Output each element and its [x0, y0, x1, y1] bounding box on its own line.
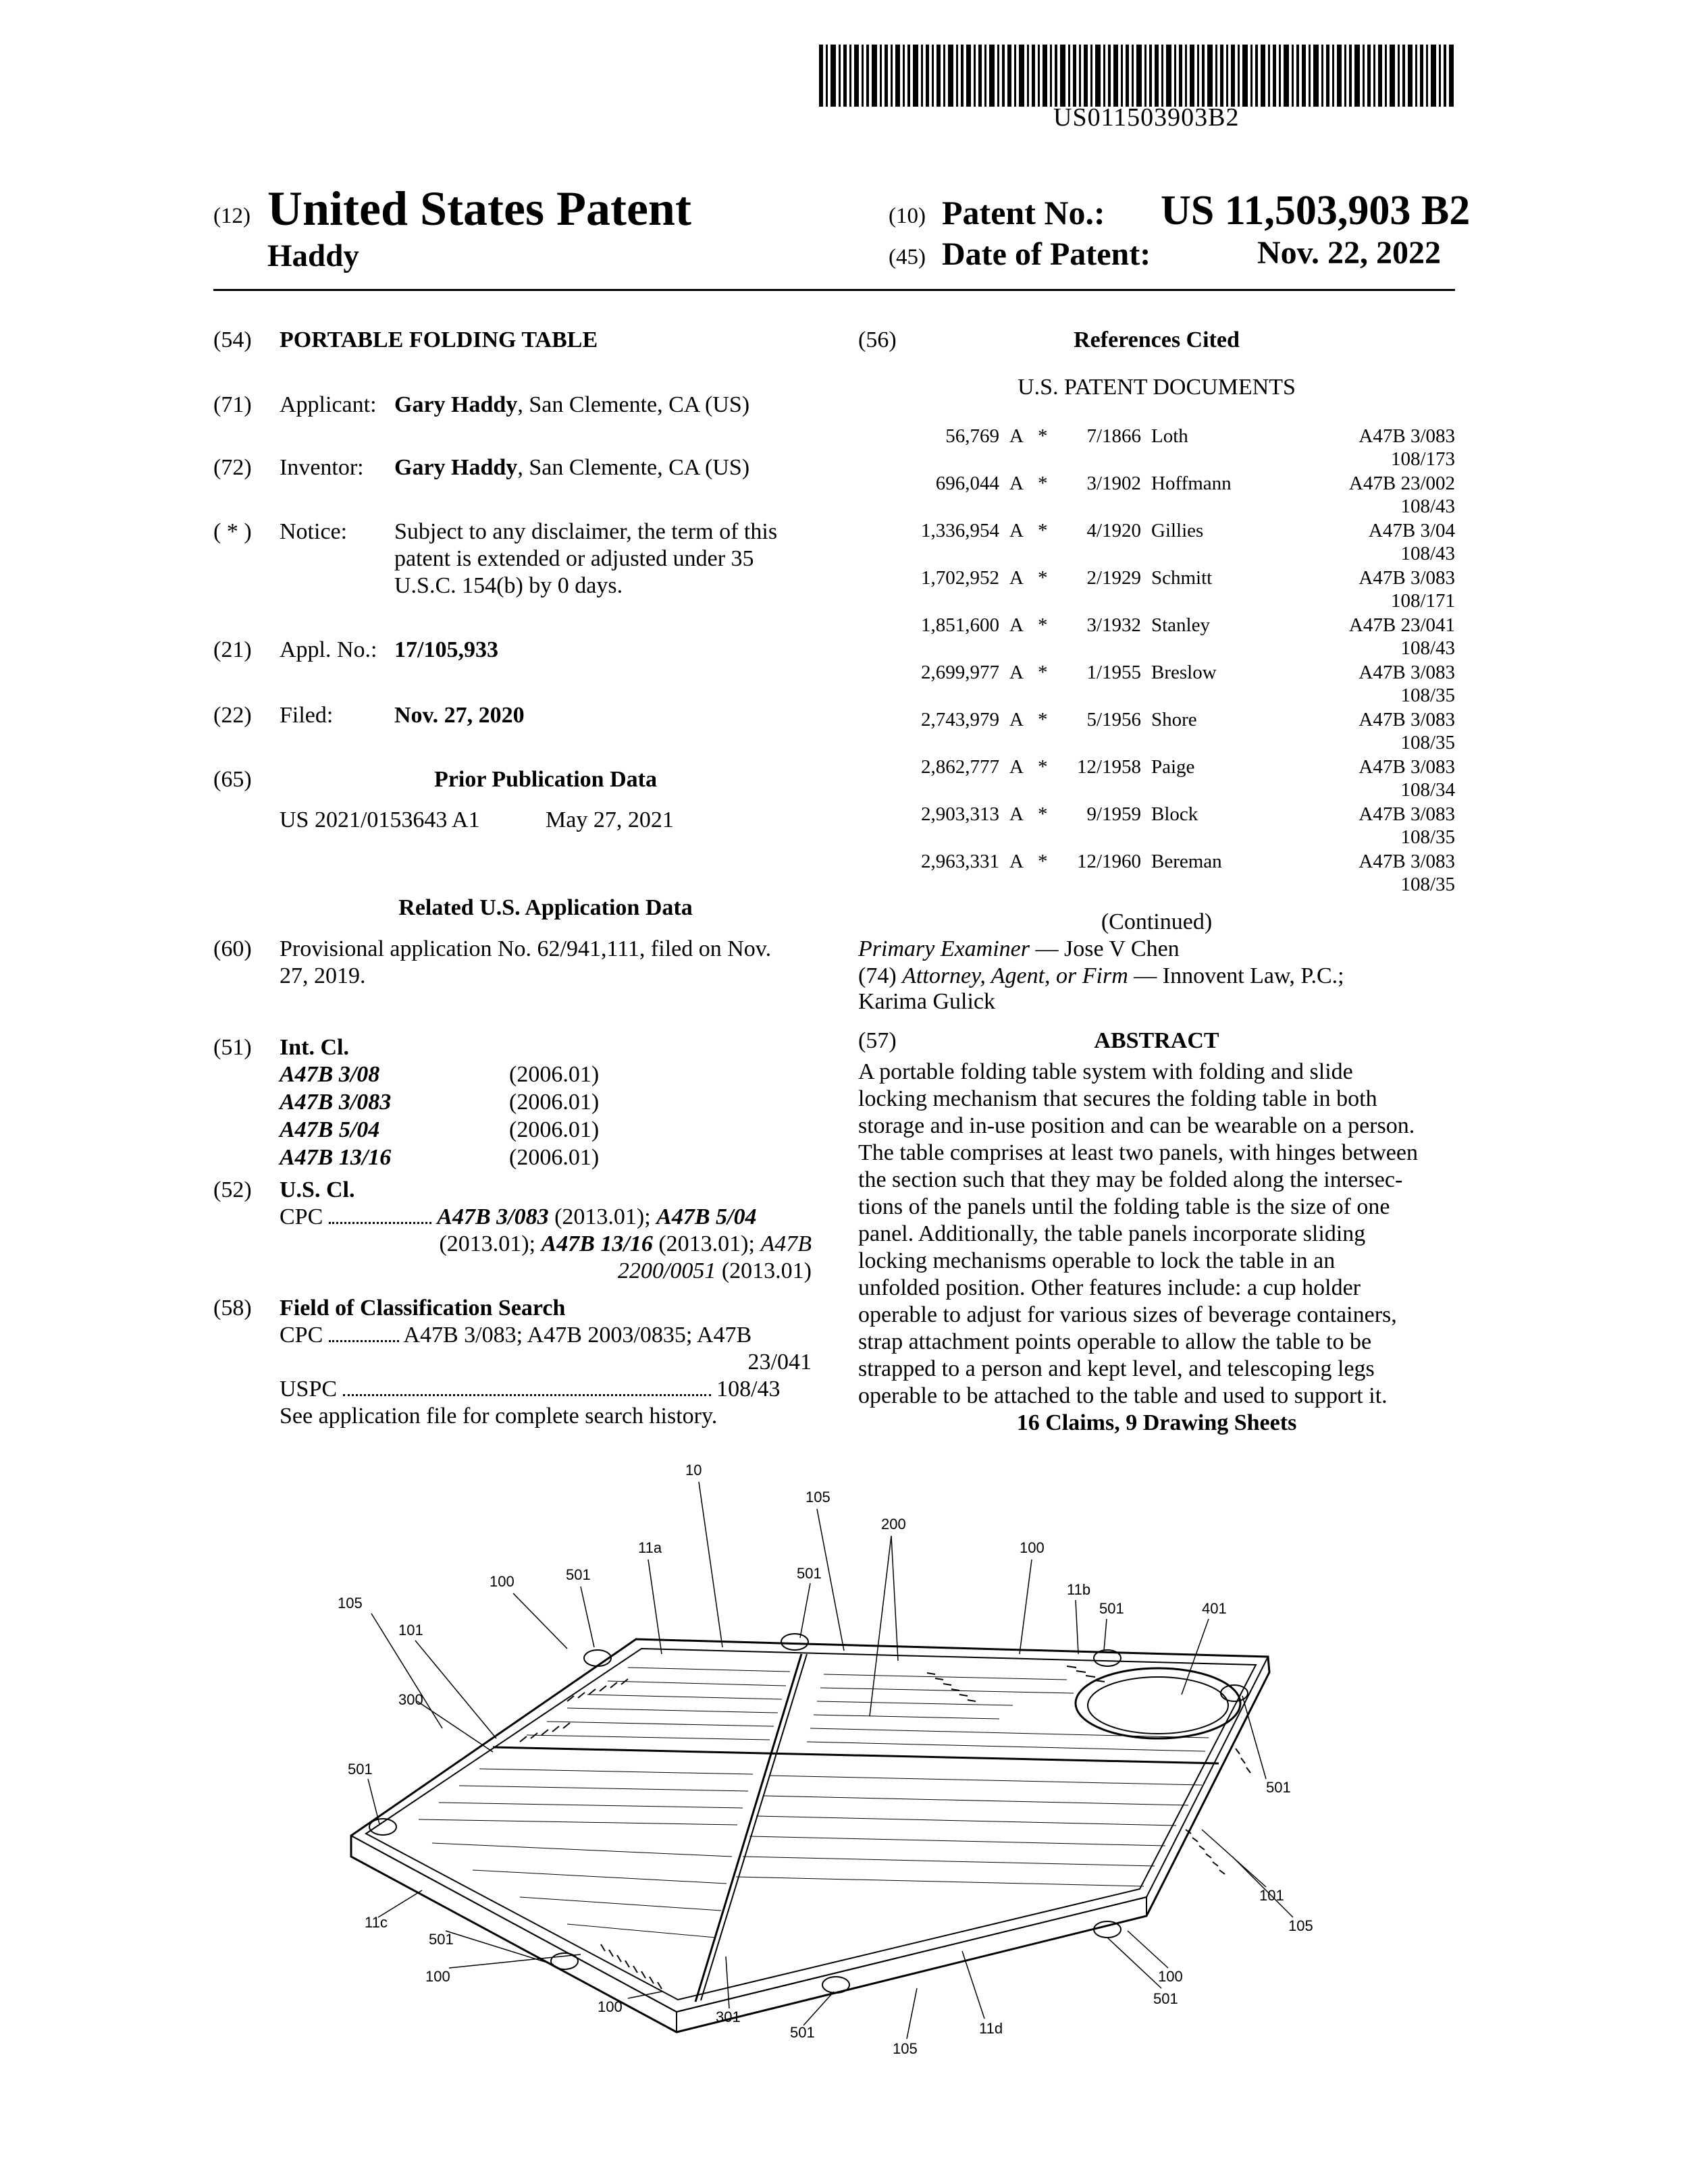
notice-line-3: U.S.C. 154(b) by 0 days. [394, 573, 623, 598]
ref-kind: A [1009, 614, 1024, 636]
ref-number: 2,963,331 [921, 851, 999, 872]
notice-label: Notice: [280, 519, 348, 544]
drawing-label-501: 501 [429, 1931, 454, 1948]
field-cpc-label: CPC [280, 1323, 323, 1348]
inventor-short: Haddy [267, 238, 359, 273]
code-21: (21) [213, 637, 252, 662]
cpc-class: A47B 13/16 [541, 1231, 653, 1256]
dot-leader [343, 1394, 711, 1396]
ref-kind: A [1009, 662, 1024, 683]
table-right-edge [677, 1897, 1146, 2032]
vertical-hinge-seam [701, 1654, 807, 2000]
drawing-label-11b: 11b [1067, 1581, 1091, 1598]
ref-subclass: 108/35 [1400, 826, 1455, 848]
ref-name: Stanley [1151, 614, 1210, 636]
ref-date: 1/1955 [1086, 662, 1141, 683]
code-74: (74) [858, 963, 897, 988]
drawing-label-100: 100 [1020, 1539, 1045, 1556]
reference-row [0, 851, 1455, 898]
us-cl-cpc [280, 1204, 812, 1285]
code-22: (22) [213, 703, 252, 728]
claims-summary: 16 Claims, 9 Drawing Sheets [1016, 1410, 1297, 1435]
reference-row [0, 709, 1455, 756]
drawing-label-105: 105 [806, 1489, 830, 1506]
primary-examiner [858, 936, 1180, 963]
code-54: (54) [213, 327, 252, 352]
ref-date: 3/1902 [1086, 473, 1141, 494]
date-of-patent: Nov. 22, 2022 [1257, 235, 1442, 271]
ref-star: * [1038, 803, 1048, 825]
ref-star: * [1038, 756, 1048, 778]
notice-line-1: Subject to any disclaimer, the term of this [394, 519, 778, 544]
drawing-label-11a: 11a [638, 1539, 662, 1556]
us-cl-cpc-line-1 [280, 1204, 812, 1231]
ref-star: * [1038, 709, 1048, 730]
patent-no-label: Patent No.: [942, 194, 1105, 232]
code-60: (60) [213, 936, 252, 961]
horizontal-hinge-seam [493, 1747, 1219, 1763]
primary-examiner-label: Primary Examiner [858, 936, 1030, 961]
provisional-text [280, 936, 812, 990]
ref-date: 4/1920 [1086, 520, 1141, 541]
dot-leader [329, 1222, 431, 1224]
drawing-label-501: 501 [797, 1565, 822, 1582]
ref-star: * [1038, 567, 1048, 589]
reference-row [0, 473, 1455, 520]
ref-subclass: 108/43 [1400, 637, 1455, 659]
abstract-line: The table comprises at least two panels, with hinges between [858, 1140, 1418, 1165]
drawing-label-10: 10 [685, 1462, 702, 1479]
related-data-heading: Related U.S. Application Data [398, 895, 693, 920]
ref-class: A47B 3/083 [1359, 851, 1455, 872]
code-51: (51) [213, 1035, 252, 1060]
ref-name: Hoffmann [1151, 473, 1232, 494]
drawing-label-300: 300 [398, 1691, 423, 1708]
header-rule [213, 289, 1455, 291]
reference-row [0, 520, 1455, 567]
ref-class: A47B 23/002 [1348, 473, 1455, 494]
field-search-label: Field of Classification Search [280, 1296, 566, 1321]
ref-kind: A [1009, 851, 1024, 872]
attorney-firm: — Innovent Law, P.C.; [1128, 963, 1344, 988]
drawing-label-501: 501 [1153, 1990, 1178, 2007]
ref-class: A47B 3/083 [1359, 709, 1455, 730]
ref-subclass: 108/35 [1400, 874, 1455, 895]
patent-number: US 11,503,903 B2 [1161, 188, 1471, 234]
ref-star: * [1038, 473, 1048, 494]
cpc-class: 2200/0051 [617, 1258, 716, 1283]
attorney [858, 963, 1344, 990]
filed-label: Filed: [280, 703, 334, 728]
code-10: (10) [889, 204, 926, 228]
ref-kind: A [1009, 756, 1024, 778]
int-cl-label: Int. Cl. [280, 1035, 349, 1060]
barcode-number: US011503903B2 [1053, 103, 1240, 132]
primary-examiner-name: — Jose V Chen [1030, 936, 1180, 961]
cpc-version: (2013.01); [652, 1231, 761, 1256]
abstract-line: storage and in-use position and can be wearable on a person. [858, 1113, 1415, 1138]
int-cl-list [280, 1061, 685, 1176]
reference-row [0, 567, 1455, 614]
int-cl-row [280, 1061, 685, 1088]
document-title: United States Patent [267, 182, 691, 236]
continued-note: (Continued) [1101, 909, 1213, 934]
code-45: (45) [889, 245, 926, 269]
ref-name: Schmitt [1151, 567, 1213, 589]
ref-number: 1,702,952 [921, 567, 999, 589]
drawing-label-501: 501 [566, 1566, 591, 1583]
attorney-agent: Karima Gulick [858, 989, 995, 1014]
ref-class: A47B 23/041 [1348, 614, 1455, 636]
ref-kind: A [1009, 709, 1024, 730]
ref-name: Shore [1151, 709, 1197, 730]
ref-star: * [1038, 520, 1048, 541]
barcode-image [819, 45, 1454, 107]
date-of-patent-label: Date of Patent: [942, 236, 1151, 272]
us-cl-label: U.S. Cl. [280, 1177, 355, 1202]
us-cl-cpc-line-2 [280, 1231, 812, 1258]
inventor-location: , San Clemente, CA (US) [517, 455, 750, 480]
ref-subclass: 108/171 [1390, 590, 1455, 612]
int-cl-version: (2006.01) [509, 1062, 600, 1087]
ref-number: 2,699,977 [921, 662, 999, 683]
us-cl-cpc-line-3 [280, 1258, 812, 1285]
ref-name: Loth [1151, 425, 1188, 447]
ref-class: A47B 3/083 [1359, 567, 1455, 589]
int-cl-code: A47B 3/08 [280, 1062, 380, 1087]
dot-leader [329, 1340, 399, 1342]
ref-number: 2,743,979 [921, 709, 999, 730]
cpc-class: A47B 3/083 [437, 1204, 549, 1229]
drawing-label-501: 501 [790, 2024, 815, 2041]
ref-subclass: 108/35 [1400, 685, 1455, 706]
uspc-label: USPC [280, 1377, 338, 1402]
int-cl-code: A47B 3/083 [280, 1090, 392, 1115]
abstract-line: operable to be attached to the table and used to support it. [858, 1383, 1388, 1408]
ref-kind: A [1009, 425, 1024, 447]
abstract-line: tions of the panels until the folding table is the size of one [858, 1194, 1390, 1219]
patent-drawing [324, 1451, 1371, 2079]
ref-subclass: 108/43 [1400, 543, 1455, 564]
table-outer-frame [351, 1639, 1269, 2032]
cup-holder [1076, 1668, 1240, 1738]
filed-date: Nov. 27, 2020 [394, 703, 525, 728]
code-57: (57) [858, 1028, 897, 1053]
ref-class: A47B 3/083 [1359, 756, 1455, 778]
ref-class: A47B 3/083 [1359, 425, 1455, 447]
applicant-location: , San Clemente, CA (US) [517, 392, 750, 417]
ref-name: Breslow [1151, 662, 1217, 683]
code-56: (56) [858, 327, 897, 352]
code-72: (72) [213, 455, 252, 480]
applicant [394, 392, 749, 419]
us-patent-documents: U.S. PATENT DOCUMENTS [1018, 375, 1296, 400]
abstract-line: strapped to a person and kept level, and telescoping legs [858, 1356, 1375, 1381]
provisional-line-1: Provisional application No. 62/941,111, filed on Nov. [280, 936, 772, 961]
ref-number: 1,851,600 [921, 614, 999, 636]
ref-date: 12/1958 [1076, 756, 1141, 778]
ref-kind: A [1009, 473, 1024, 494]
ref-subclass: 108/34 [1400, 779, 1455, 801]
code-65: (65) [213, 767, 252, 792]
drawing-label-100: 100 [490, 1573, 515, 1590]
ref-number: 2,862,777 [921, 756, 999, 778]
ref-class: A47B 3/083 [1359, 662, 1455, 683]
sliding-locks [520, 1666, 1250, 1989]
ref-number: 696,044 [935, 473, 999, 494]
table-top-edge [351, 1657, 1268, 2012]
drawing-label-105: 105 [1288, 1917, 1313, 1934]
drawing-label-501: 501 [348, 1761, 373, 1778]
ref-star: * [1038, 851, 1048, 872]
drawing-label-11c: 11c [365, 1914, 388, 1931]
drawing-label-105: 105 [338, 1595, 363, 1612]
ref-subclass: 108/173 [1390, 448, 1455, 470]
uspc-value: 108/43 [716, 1377, 781, 1402]
ref-star: * [1038, 662, 1048, 683]
code-52: (52) [213, 1177, 252, 1202]
drawing-label-11d: 11d [979, 2020, 1003, 2037]
abstract-line: locking mechanisms operable to lock the table in an [858, 1248, 1336, 1273]
ref-date: 7/1866 [1086, 425, 1141, 447]
code-71: (71) [213, 392, 252, 417]
uspc-line [280, 1376, 812, 1403]
abstract-line: locking mechanism that secures the folding table in both [858, 1086, 1377, 1111]
inventor-name: Gary Haddy [394, 455, 518, 480]
int-cl-version: (2006.01) [509, 1117, 600, 1142]
field-cpc-classes: A47B 3/083; A47B 2003/0835; A47B [403, 1323, 752, 1348]
int-cl-row [280, 1117, 685, 1144]
strap-attachment-points [369, 1634, 1248, 1993]
invention-title: PORTABLE FOLDING TABLE [280, 327, 598, 352]
ref-star: * [1038, 425, 1048, 447]
abstract-heading: ABSTRACT [1094, 1028, 1219, 1053]
cup-holder-inner [1088, 1677, 1228, 1734]
ref-date: 9/1959 [1086, 803, 1141, 825]
abstract-line: unfolded position. Other features include: a cup holder [858, 1275, 1361, 1300]
ref-date: 2/1929 [1086, 567, 1141, 589]
reference-row [0, 425, 1455, 473]
drawing-label-101: 101 [1259, 1887, 1284, 1904]
provisional-line-2: 27, 2019. [280, 963, 366, 988]
table-front-edge [351, 1836, 677, 2032]
drawing-label-200: 200 [881, 1516, 906, 1533]
ref-number: 1,336,954 [921, 520, 999, 541]
cpc-class: A47B [760, 1231, 812, 1256]
reference-row [0, 614, 1455, 662]
abstract-line: A portable folding table system with folding and slide [858, 1059, 1353, 1084]
drawing-label-301: 301 [716, 2008, 741, 2025]
ref-date: 12/1960 [1076, 851, 1141, 872]
vertical-hinge-seam [695, 1654, 801, 2002]
ref-class: A47B 3/083 [1359, 803, 1455, 825]
drawing-label-100: 100 [598, 1998, 623, 2015]
prior-pub-date: May 27, 2021 [546, 807, 674, 832]
ref-class: A47B 3/04 [1368, 520, 1455, 541]
abstract-text [858, 1059, 1455, 1410]
ref-number: 56,769 [945, 425, 999, 447]
int-cl-code: A47B 13/16 [280, 1145, 392, 1170]
applicant-name: Gary Haddy [394, 392, 518, 417]
abstract-line: strap attachment points operable to allow the table to be [858, 1329, 1372, 1354]
inventor-label: Inventor: [280, 455, 364, 480]
cpc-version: (2013.01); [439, 1231, 542, 1256]
code-notice: ( * ) [213, 519, 252, 544]
cpc-class: A47B 5/04 [656, 1204, 757, 1229]
ref-name: Gillies [1151, 520, 1204, 541]
ref-kind: A [1009, 520, 1024, 541]
notice-line-2: patent is extended or adjusted under 35 [394, 546, 754, 571]
field-cpc-line-2: 23/041 [747, 1350, 812, 1375]
int-cl-code: A47B 5/04 [280, 1117, 380, 1142]
drawing-label-105: 105 [893, 2040, 918, 2057]
see-application-file: See application file for complete search history. [280, 1404, 718, 1429]
int-cl-row [280, 1089, 685, 1116]
drawing-label-101: 101 [398, 1622, 423, 1639]
field-search [280, 1322, 812, 1430]
reference-row [0, 756, 1455, 803]
abstract-line: panel. Additionally, the table panels incorporate sliding [858, 1221, 1366, 1246]
ref-date: 5/1956 [1086, 709, 1141, 730]
prior-pub-number: US 2021/0153643 A1 [280, 807, 480, 832]
ref-name: Paige [1151, 756, 1195, 778]
int-cl-version: (2006.01) [509, 1090, 600, 1115]
abstract-line: the section such that they may be folded along the intersec- [858, 1167, 1403, 1192]
ref-name: Block [1151, 803, 1198, 825]
leader-lines [368, 1482, 1293, 2039]
reference-row [0, 662, 1455, 709]
appl-no-label: Appl. No.: [280, 637, 377, 662]
drawing-label-100: 100 [425, 1968, 450, 1985]
cpc-version: (2013.01); [548, 1204, 657, 1229]
ref-number: 2,903,313 [921, 803, 999, 825]
reference-row [0, 803, 1455, 851]
ref-subclass: 108/43 [1400, 496, 1455, 517]
ref-kind: A [1009, 567, 1024, 589]
code-58: (58) [213, 1296, 252, 1321]
ref-name: Bereman [1151, 851, 1222, 872]
prior-pub-heading: Prior Publication Data [434, 767, 657, 792]
drawing-label-401: 401 [1202, 1600, 1227, 1617]
cpc-label: CPC [280, 1204, 323, 1229]
appl-no: 17/105,933 [394, 637, 498, 662]
references-heading: References Cited [1074, 327, 1240, 352]
ref-kind: A [1009, 803, 1024, 825]
ref-date: 3/1932 [1086, 614, 1141, 636]
int-cl-version: (2006.01) [509, 1145, 600, 1170]
attorney-label: Attorney, Agent, or Firm [902, 963, 1128, 988]
ref-subclass: 108/35 [1400, 732, 1455, 753]
cpc-version: (2013.01) [716, 1258, 812, 1283]
drawing-label-501: 501 [1099, 1600, 1124, 1617]
ref-star: * [1038, 614, 1048, 636]
int-cl-row [280, 1144, 685, 1171]
abstract-line: operable to adjust for various sizes of beverage containers, [858, 1302, 1397, 1327]
applicant-label: Applicant: [280, 392, 377, 417]
field-cpc-line-1 [280, 1322, 812, 1349]
code-12: (12) [213, 204, 250, 228]
drawing-label-501: 501 [1266, 1779, 1291, 1796]
drawing-label-100: 100 [1158, 1968, 1183, 1985]
